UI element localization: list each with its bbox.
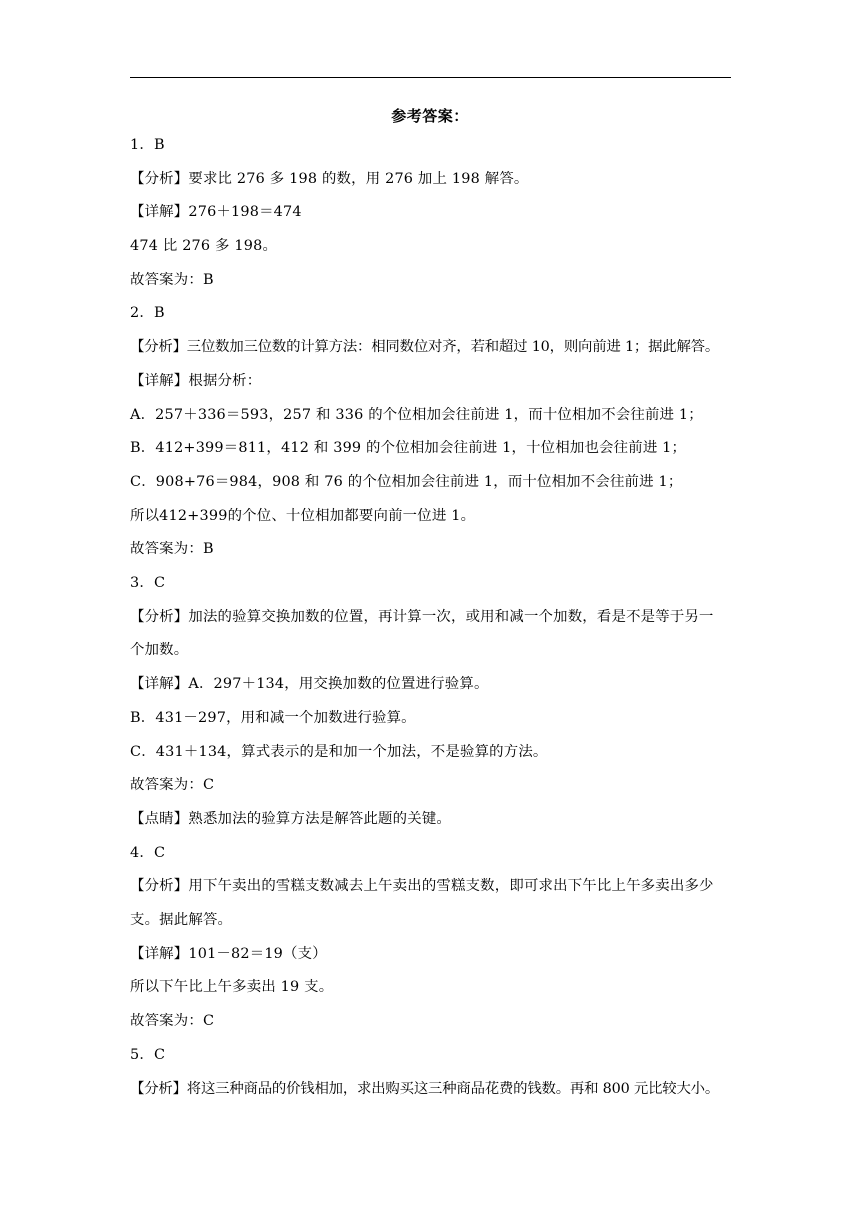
- text-line: B．412+399＝811，412 和 399 的个位相加会往前进 1，十位相加也会往前进 1；: [130, 440, 687, 456]
- answer-number: 1．B: [130, 137, 165, 153]
- text-line: 【详解】101－82＝19（支）: [130, 946, 327, 962]
- answer-number: 4．C: [130, 845, 166, 861]
- text-line: 【分析】三位数加三位数的计算方法：相同数位对齐，若和超过 10，则向前进 1；据此解答。: [130, 339, 720, 355]
- text-line: 【分析】要求比 276 多 198 的数，用 276 加上 198 解答。: [130, 171, 529, 187]
- text-line: 支。据此解答。: [130, 912, 233, 928]
- text-line: B．431－297，用和减一个加数进行验算。: [130, 710, 416, 726]
- answer-number: 2．B: [130, 305, 165, 321]
- text-line: 所以下午比上午多卖出 19 支。: [130, 979, 334, 995]
- text-line: 【分析】用下午卖出的雪糕支数减去上午卖出的雪糕支数，即可求出下午比上午多卖出多少: [130, 878, 714, 894]
- text-line: 474 比 276 多 198。: [130, 238, 278, 254]
- text-line: 【详解】276＋198＝474: [130, 204, 302, 220]
- answer-number: 5．C: [130, 1047, 166, 1063]
- text-line: 故答案为：C: [130, 1013, 215, 1029]
- answer-number: 3．C: [130, 575, 166, 591]
- text-line: 【详解】根据分析：: [130, 373, 262, 389]
- text-line: 故答案为：C: [130, 777, 215, 793]
- header-rule: [130, 77, 731, 78]
- text-line: C．908+76＝984，908 和 76 的个位相加会往前进 1，而十位相加不会往前进 1；: [130, 474, 683, 490]
- text-line: 个加数。: [130, 642, 189, 658]
- page-title: 参考答案：: [391, 107, 469, 125]
- text-line: 【点睛】熟悉加法的验算方法是解答此题的关键。: [130, 811, 451, 827]
- text-line: 所以412+399的个位、十位相加都要向前一位进 1。: [130, 508, 476, 524]
- text-line: 故答案为：B: [130, 541, 214, 557]
- text-line: 【分析】加法的验算交换加数的位置，再计算一次，或用和减一个加数，看是不是等于另一: [130, 609, 714, 625]
- text-line: A．257＋336＝593，257 和 336 的个位相加会往前进 1，而十位相加不会往前进 1；: [130, 407, 703, 423]
- text-line: 故答案为：B: [130, 272, 214, 288]
- text-line: C．431＋134，算式表示的是和加一个加法，不是验算的方法。: [130, 744, 548, 760]
- text-line: 【详解】A．297＋134，用交换加数的位置进行验算。: [130, 676, 489, 692]
- text-line: 【分析】将这三种商品的价钱相加，求出购买这三种商品花费的钱数。再和 800 元比较大小。: [130, 1081, 720, 1097]
